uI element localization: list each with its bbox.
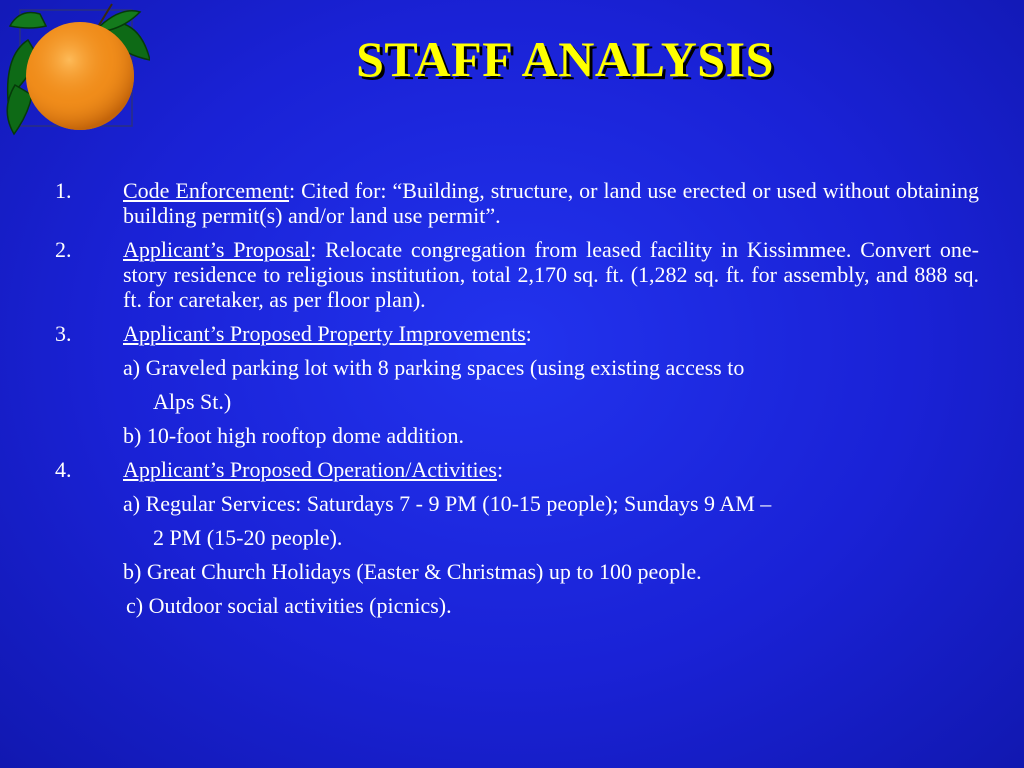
sub-item-continuation: Alps St.) <box>153 389 232 414</box>
sub-item-a <box>123 355 983 414</box>
item-heading: Applicant’s Proposed Property Improvements <box>123 321 526 346</box>
sub-item-c <box>126 593 986 618</box>
sub-item-line: a) Regular Services: Saturdays 7 - 9 PM (10-15 people); Sundays 9 AM – <box>123 491 772 516</box>
page-title: STAFF ANALYSIS <box>356 31 774 87</box>
item-heading: Code Enforcement <box>123 178 290 203</box>
item-number: 4. <box>55 457 72 482</box>
item-text: : <box>525 321 532 346</box>
list-item-3 <box>0 321 1024 448</box>
analysis-list <box>0 178 1024 627</box>
list-item-1 <box>0 178 1024 228</box>
item-number: 1. <box>55 178 72 203</box>
item-text: : <box>496 457 504 482</box>
sub-item-a <box>123 491 983 550</box>
sub-item-continuation: 2 PM (15-20 people). <box>153 525 343 550</box>
item-text: : Relocate congregation from leased facility in Kissimmee. Convert one-story residence to religious institution, total 2,170 sq. ft. (1,282 sq. ft. for assembly, and 888 sq. ft. for caretaker, as per floor plan). <box>123 237 979 312</box>
orange-logo-icon <box>0 0 150 140</box>
item-heading: Applicant’s Proposal <box>123 237 311 262</box>
item-text: : Cited for: “Building, structure, or land use erected or used without obtaining building permit(s) and/or land use permit”. <box>123 178 979 228</box>
sub-item-b <box>123 559 983 584</box>
sub-item-line: a) Graveled parking lot with 8 parking spaces (using existing access to <box>123 355 745 380</box>
item-number: 3. <box>55 321 72 346</box>
item-heading: Applicant’s Proposed Operation/Activities <box>123 457 497 482</box>
list-item-4 <box>0 457 1024 618</box>
sub-item-line: b) 10-foot high rooftop dome addition. <box>123 423 464 448</box>
list-item-2 <box>0 237 1024 312</box>
sub-item-b <box>123 423 983 448</box>
item-number: 2. <box>55 237 72 262</box>
sub-item-line: b) Great Church Holidays (Easter & Christmas) up to 100 people. <box>123 559 702 584</box>
sub-item-line: c) Outdoor social activities (picnics). <box>126 593 452 618</box>
